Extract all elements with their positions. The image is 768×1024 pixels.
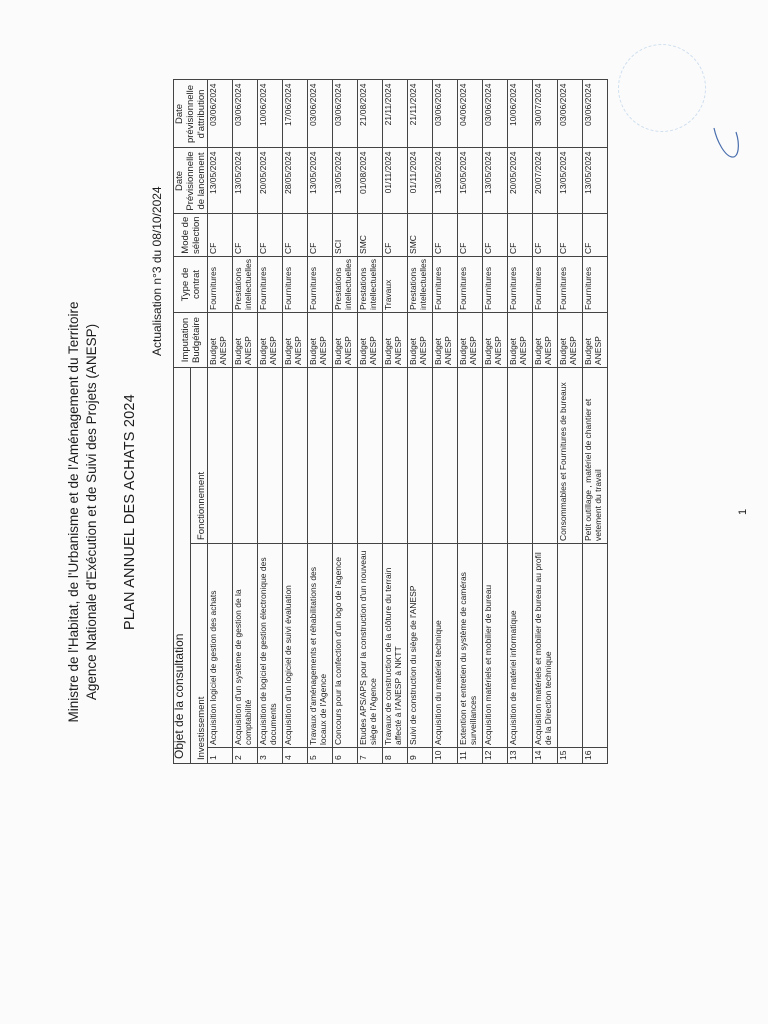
imputation-cell: Budget ANESP: [258, 313, 283, 368]
selection-mode-cell: SMC: [408, 214, 433, 256]
selection-mode-cell: CF: [258, 214, 283, 256]
launch-date-cell: 01/11/2024: [383, 148, 408, 214]
award-date-cell: 17/06/2024: [283, 80, 308, 148]
imputation-cell: Budget ANESP: [333, 313, 358, 368]
row-number: 4: [283, 748, 308, 764]
launch-date-cell: 13/05/2024: [208, 148, 233, 214]
table-row: [583, 80, 608, 764]
award-date-cell: 03/06/2024: [233, 80, 258, 148]
investissement-cell: Etudes APS/APS pour la construction d'un nouveau siège de l'Agence: [358, 544, 383, 748]
investissement-cell: Acquisition de logiciel de gestion électronique des documents: [258, 544, 283, 748]
ministry-name: Ministre de l'Habitat, de l'Urbanisme et de l'Aménagement du Territoire: [66, 301, 81, 723]
fonctionnement-cell: [333, 368, 358, 544]
fonctionnement-cell: [383, 368, 408, 544]
investissement-cell: Extention et entretien du système de caméras surveillances: [458, 544, 483, 748]
investissement-cell: Travaux d'aménagements et réhabilitations des locaux de l'Agence: [308, 544, 333, 748]
row-number: 11: [458, 748, 483, 764]
selection-mode-cell: CF: [308, 214, 333, 256]
table-row: [408, 80, 433, 764]
row-number: 10: [433, 748, 458, 764]
award-date-cell: 03/06/2024: [558, 80, 583, 148]
header-investissement: Investissement: [191, 544, 208, 764]
launch-date-cell: 13/05/2024: [433, 148, 458, 214]
fonctionnement-cell: [483, 368, 508, 544]
header-fonctionnement: Fonctionnement: [191, 368, 208, 544]
fonctionnement-cell: [358, 368, 383, 544]
investissement-cell: Acquisition d'un système de gestion de la comptabilité: [233, 544, 258, 748]
selection-mode-cell: CF: [583, 214, 608, 256]
fonctionnement-cell: [408, 368, 433, 544]
table-row: [283, 80, 308, 764]
table-row: [258, 80, 283, 764]
investissement-cell: Acquisition matériels et mobilier de bureau: [483, 544, 508, 748]
imputation-cell: Budget ANESP: [383, 313, 408, 368]
launch-date-cell: 13/05/2024: [558, 148, 583, 214]
award-date-cell: 03/06/2024: [333, 80, 358, 148]
selection-mode-cell: CF: [533, 214, 558, 256]
investissement-cell: Acquisition du matériel technique: [433, 544, 458, 748]
contract-type-cell: Fournitures: [533, 256, 558, 312]
contract-type-cell: Fournitures: [283, 256, 308, 312]
agency-name: Agence Nationale d'Exécution et de Suivi des Projets (ANESP): [84, 323, 99, 701]
selection-mode-cell: CF: [233, 214, 258, 256]
contract-type-cell: Prestations intellectuelles: [233, 256, 258, 312]
award-date-cell: 10/06/2024: [258, 80, 283, 148]
signature-mark: [710, 120, 744, 166]
selection-mode-cell: SMC: [358, 214, 383, 256]
table-row: [233, 80, 258, 764]
investissement-cell: Concours pour la confection d'un logo de l'agence: [333, 544, 358, 748]
header-objet: Objet de la consultation: [174, 368, 191, 764]
contract-type-cell: Fournitures: [508, 256, 533, 312]
award-date-cell: 03/06/2024: [433, 80, 458, 148]
row-number: 12: [483, 748, 508, 764]
imputation-cell: Budget ANESP: [433, 313, 458, 368]
row-number: 8: [383, 748, 408, 764]
table-row: [358, 80, 383, 764]
document-title: PLAN ANNUEL DES ACHATS 2024: [122, 394, 138, 630]
fonctionnement-cell: [208, 368, 233, 544]
row-number: 13: [508, 748, 533, 764]
investissement-cell: [558, 544, 583, 748]
fonctionnement-cell: [433, 368, 458, 544]
table-row: [483, 80, 508, 764]
launch-date-cell: 13/05/2024: [583, 148, 608, 214]
award-date-cell: 04/06/2024: [458, 80, 483, 148]
fonctionnement-cell: [233, 368, 258, 544]
selection-mode-cell: CF: [383, 214, 408, 256]
contract-type-cell: Fournitures: [258, 256, 283, 312]
contract-type-cell: Prestations intellectuelles: [358, 256, 383, 312]
row-number: 6: [333, 748, 358, 764]
contract-type-cell: Fournitures: [483, 256, 508, 312]
table-row: [208, 80, 233, 764]
award-date-cell: 10/06/2024: [508, 80, 533, 148]
award-date-cell: 21/11/2024: [383, 80, 408, 148]
imputation-cell: Budget ANESP: [358, 313, 383, 368]
launch-date-cell: 13/05/2024: [333, 148, 358, 214]
imputation-cell: Budget ANESP: [558, 313, 583, 368]
launch-date-cell: 13/05/2024: [308, 148, 333, 214]
investissement-cell: Travaux de construction de la clôture du terrain affecté à l'ANESP à NKTT: [383, 544, 408, 748]
imputation-cell: Budget ANESP: [283, 313, 308, 368]
imputation-cell: Budget ANESP: [583, 313, 608, 368]
investissement-cell: [583, 544, 608, 748]
contract-type-cell: Fournitures: [583, 256, 608, 312]
header-attribution: Date prévisionnelle d'attribution: [174, 80, 208, 148]
header-mode: Mode de sélection: [174, 214, 208, 256]
row-number: 2: [233, 748, 258, 764]
selection-mode-cell: CF: [508, 214, 533, 256]
row-number: 5: [308, 748, 333, 764]
table-row: [558, 80, 583, 764]
award-date-cell: 21/08/2024: [358, 80, 383, 148]
row-number: 3: [258, 748, 283, 764]
row-number: 1: [208, 748, 233, 764]
investissement-cell: Acquisition d'un logiciel de suivi évaluation: [283, 544, 308, 748]
table-row: [508, 80, 533, 764]
fonctionnement-cell: Consommables et Fournitures de bureaux: [558, 368, 583, 544]
launch-date-cell: 01/11/2024: [408, 148, 433, 214]
contract-type-cell: Prestations intellectuelles: [408, 256, 433, 312]
table-row: [308, 80, 333, 764]
launch-date-cell: 28/05/2024: [283, 148, 308, 214]
table-row: [458, 80, 483, 764]
contract-type-cell: Fournitures: [208, 256, 233, 312]
selection-mode-cell: CF: [283, 214, 308, 256]
selection-mode-cell: CF: [558, 214, 583, 256]
imputation-cell: Budget ANESP: [208, 313, 233, 368]
fonctionnement-cell: [508, 368, 533, 544]
selection-mode-cell: SCI: [333, 214, 358, 256]
imputation-cell: Budget ANESP: [533, 313, 558, 368]
header-type: Type de contrat: [174, 256, 208, 312]
update-label: Actualisation n°3 du 08/10/2024: [150, 186, 164, 356]
imputation-cell: Budget ANESP: [233, 313, 258, 368]
award-date-cell: 03/06/2024: [308, 80, 333, 148]
investissement-cell: Acquisition de matériel informatique: [508, 544, 533, 748]
row-number: 16: [583, 748, 608, 764]
fonctionnement-cell: Petit outillage , matériel de chantier et vetement du travail: [583, 368, 608, 544]
launch-date-cell: 20/07/2024: [533, 148, 558, 214]
contract-type-cell: Fournitures: [308, 256, 333, 312]
contract-type-cell: Fournitures: [458, 256, 483, 312]
investissement-cell: Suivi de construction du siège de l'ANESP: [408, 544, 433, 748]
investissement-cell: Acquisition matériels et mobilier de bureau au profil de la Direction technique: [533, 544, 558, 748]
header-lancement: Date Prévisionnelle de lancement: [174, 148, 208, 214]
fonctionnement-cell: [308, 368, 333, 544]
selection-mode-cell: CF: [433, 214, 458, 256]
launch-date-cell: 15/05/2024: [458, 148, 483, 214]
launch-date-cell: 13/05/2024: [483, 148, 508, 214]
selection-mode-cell: CF: [208, 214, 233, 256]
launch-date-cell: 13/05/2024: [233, 148, 258, 214]
imputation-cell: Budget ANESP: [458, 313, 483, 368]
fonctionnement-cell: [533, 368, 558, 544]
launch-date-cell: 20/05/2024: [508, 148, 533, 214]
selection-mode-cell: CF: [483, 214, 508, 256]
launch-date-cell: 20/05/2024: [258, 148, 283, 214]
investissement-cell: Acquisition logiciel de gestion des achats: [208, 544, 233, 748]
row-number: 14: [533, 748, 558, 764]
table-row: [333, 80, 358, 764]
page-number: 1: [737, 508, 749, 515]
award-date-cell: 03/06/2024: [483, 80, 508, 148]
launch-date-cell: 01/08/2024: [358, 148, 383, 214]
row-number: 9: [408, 748, 433, 764]
award-date-cell: 03/06/2024: [208, 80, 233, 148]
stamp-mark: [618, 44, 706, 132]
header-imputation: Imputation Budgétaire: [174, 313, 208, 368]
contract-type-cell: Prestations intellectuelles: [333, 256, 358, 312]
table-row: [383, 80, 408, 764]
imputation-cell: Budget ANESP: [408, 313, 433, 368]
award-date-cell: 21/11/2024: [408, 80, 433, 148]
row-number: 15: [558, 748, 583, 764]
imputation-cell: Budget ANESP: [483, 313, 508, 368]
selection-mode-cell: CF: [458, 214, 483, 256]
imputation-cell: Budget ANESP: [508, 313, 533, 368]
table-row: [533, 80, 558, 764]
imputation-cell: Budget ANESP: [308, 313, 333, 368]
contract-type-cell: Fournitures: [558, 256, 583, 312]
fonctionnement-cell: [458, 368, 483, 544]
table-row: [433, 80, 458, 764]
award-date-cell: 03/06/2024: [583, 80, 608, 148]
contract-type-cell: Travaux: [383, 256, 408, 312]
contract-type-cell: Fournitures: [433, 256, 458, 312]
fonctionnement-cell: [258, 368, 283, 544]
row-number: 7: [358, 748, 383, 764]
award-date-cell: 30/07/2024: [533, 80, 558, 148]
fonctionnement-cell: [283, 368, 308, 544]
purchases-table: [173, 79, 608, 764]
